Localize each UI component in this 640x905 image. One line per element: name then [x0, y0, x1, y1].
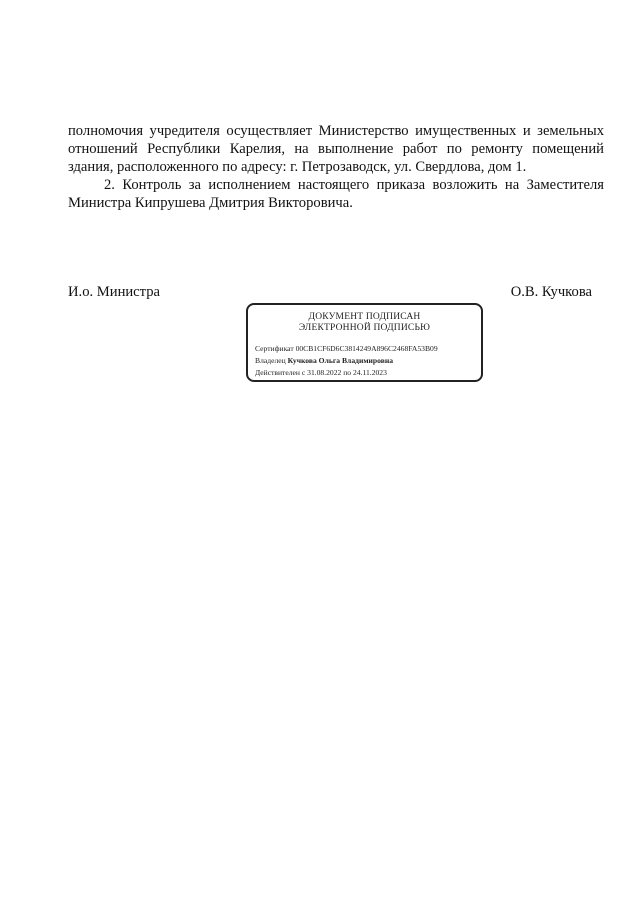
signatory-position: И.о. Министра [68, 284, 160, 300]
stamp-certificate-value: 00CB1CF6D6C3814249A896C2468FA53B09 [295, 344, 438, 353]
stamp-owner-value: Кучкова Ольга Владимировна [287, 356, 393, 365]
stamp-valid-to-label: по [343, 368, 352, 377]
stamp-validity [255, 368, 475, 378]
stamp-certificate-label: Сертификат [255, 344, 294, 353]
stamp-owner [255, 356, 475, 366]
paragraph-2: 2. Контроль за исполнением настоящего приказа возложить на Заместителя Министра Кипрушева Дмитрия Викторовича. [68, 177, 604, 211]
stamp-valid-label: Действителен с [255, 368, 306, 377]
document-body [68, 122, 604, 212]
stamp-valid-from: 31.08.2022 [307, 368, 342, 377]
paragraph-1: полномочия учредителя осуществляет Министерство имущественных и земельных отношений Республики Карелия, на выполнение работ по ремонту помещений здания, расположенного по адресу: г. Петрозаводск, ул. Свердлова, дом 1. [68, 123, 604, 175]
stamp-title-line-1: ДОКУМЕНТ ПОДПИСАН [308, 312, 421, 322]
stamp-valid-to: 24.11.2023 [353, 368, 387, 377]
stamp-certificate [255, 344, 475, 354]
stamp-title-line-2: ЭЛЕКТРОННОЙ ПОДПИСЬЮ [298, 323, 431, 333]
electronic-signature-stamp [246, 303, 483, 382]
stamp-owner-label: Владелец [255, 356, 286, 365]
signatory-name: О.В. Кучкова [510, 284, 592, 300]
